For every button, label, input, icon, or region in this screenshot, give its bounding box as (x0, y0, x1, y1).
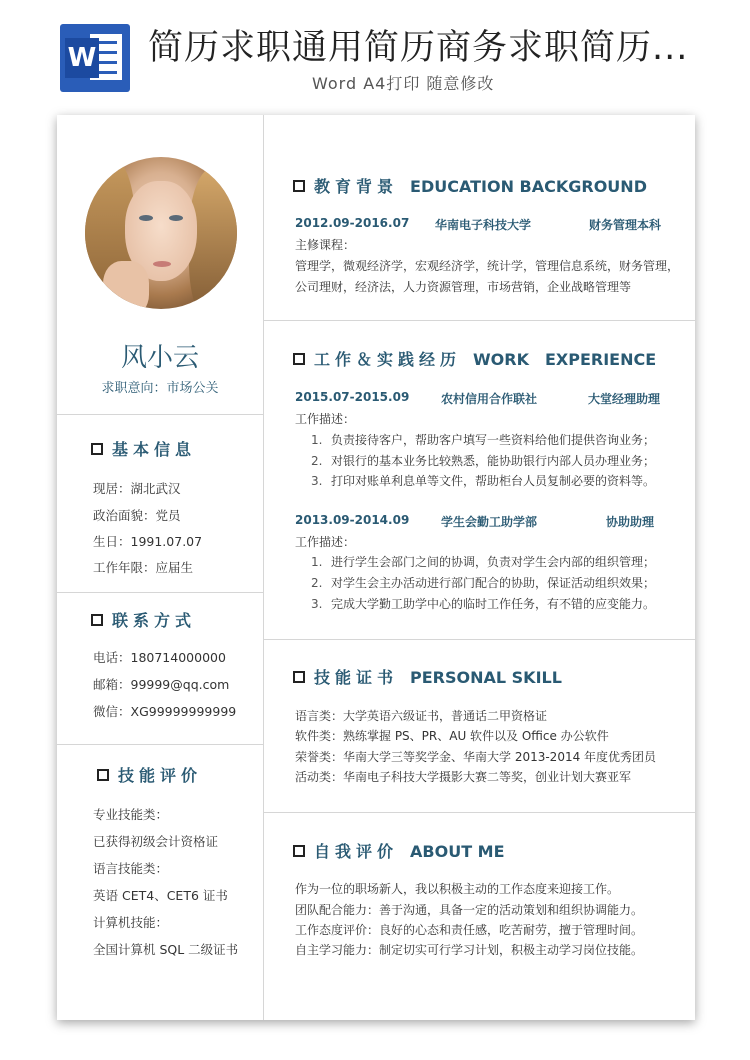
skill-eval-item: 专业技能类： (93, 807, 169, 822)
contact-wechat: 微信：XG99999999999 (93, 704, 237, 719)
skill-item: 软件类：熟练掌握 PS、PR、AU 软件以及 Office 办公软件 (295, 729, 609, 743)
contact-phone: 电话：180714000000 (93, 650, 226, 665)
education-major: 财务管理本科 (589, 218, 662, 232)
right-divider (263, 639, 695, 640)
right-divider (263, 812, 695, 813)
square-bullet-icon (293, 671, 305, 683)
basic-info-item: 现居：湖北武汉 (93, 481, 181, 496)
document-subtitle: Word A4打印 随意修改 (312, 74, 495, 93)
word-icon-letter: W (65, 38, 99, 78)
skill-eval-item: 语言技能类： (93, 861, 169, 876)
column-divider (263, 115, 264, 1020)
job-desc-label: 工作描述： (295, 535, 356, 549)
basic-info-item: 生日：1991.07.07 (93, 534, 203, 549)
job-desc-item: 2. 对学生会主办活动进行部门配合的协助，保证活动组织效果； (311, 576, 656, 590)
basic-info-item: 工作年限：应届生 (93, 560, 194, 575)
work-heading: 工作＆实践经历 WORK EXPERIENCE (293, 347, 656, 370)
skill-item: 荣誉类：华南大学三等奖学金、华南大学 2013-2014 年度优秀团员 (295, 750, 657, 764)
about-item: 工作态度评价：良好的心态和责任感，吃苦耐劳，擅于管理时间。 (295, 923, 644, 937)
education-courses-line: 管理学，微观经济学，宏观经济学，统计学，管理信息系统，财务管理， (295, 259, 680, 273)
personal-skill-heading: 技能证书 PERSONAL SKILL (293, 665, 562, 688)
square-bullet-icon (91, 614, 103, 626)
job-desc-item: 1. 负责接待客户，帮助客户填写一些资料给他们提供咨询业务； (311, 433, 656, 447)
education-courses-label: 主修课程： (295, 238, 356, 252)
left-divider (57, 744, 263, 745)
square-bullet-icon (97, 769, 109, 781)
basic-info-item: 政治面貌：党员 (93, 508, 181, 523)
education-school: 华南电子科技大学 (435, 218, 532, 232)
job-desc-label: 工作描述： (295, 412, 356, 426)
square-bullet-icon (293, 180, 305, 192)
document-title: 简历求职通用简历商务求职简历... (148, 28, 689, 68)
square-bullet-icon (293, 353, 305, 365)
profile-photo (85, 157, 237, 309)
left-divider (57, 592, 263, 593)
education-courses-line: 公司理财，经济法，人力资源管理，市场营销，企业战略管理等 (295, 280, 632, 294)
skill-eval-item: 已获得初级会计资格证 (93, 834, 219, 849)
document-header (0, 0, 750, 110)
left-divider (57, 414, 263, 415)
square-bullet-icon (91, 443, 103, 455)
job-role: 大堂经理助理 (588, 392, 661, 406)
job-org: 学生会勤工助学部 (441, 515, 538, 529)
about-heading: 自我评价 ABOUT ME (293, 839, 505, 862)
word-document-icon (60, 24, 130, 92)
skill-eval-item: 英语 CET4、CET6 证书 (93, 888, 228, 903)
job-period: 2015.07-2015.09 (295, 390, 410, 404)
square-bullet-icon (293, 845, 305, 857)
skill-eval-item: 全国计算机 SQL 二级证书 (93, 942, 239, 957)
job-intent: 求职意向：市场公关 (101, 381, 219, 396)
job-desc-item: 3. 打印对账单利息单等文件，帮助柜台人员复制必要的资料等。 (311, 474, 656, 488)
skill-item: 语言类：大学英语六级证书，普通话二甲资格证 (295, 709, 548, 723)
about-item: 团队配合能力：善于沟通，具备一定的活动策划和组织协调能力。 (295, 903, 644, 917)
job-desc-item: 2. 对银行的基本业务比较熟悉，能协助银行内部人员办理业务； (311, 454, 656, 468)
education-period: 2012.09-2016.07 (295, 216, 410, 230)
basic-info-heading: 基本信息 (91, 437, 196, 460)
contact-heading: 联系方式 (91, 608, 196, 631)
skill-eval-heading: 技能评价 (97, 763, 202, 786)
resume-page (57, 115, 695, 1020)
job-desc-item: 1. 进行学生会部门之间的协调，负责对学生会内部的组织管理； (311, 555, 656, 569)
about-item: 自主学习能力：制定切实可行学习计划，积极主动学习岗位技能。 (295, 943, 644, 957)
job-desc-item: 3. 完成大学勤工助学中心的临时工作任务，有不错的应变能力。 (311, 597, 656, 611)
about-item: 作为一位的职场新人，我以积极主动的工作态度来迎接工作。 (295, 882, 620, 896)
job-period: 2013.09-2014.09 (295, 513, 410, 527)
skill-eval-item: 计算机技能： (93, 915, 169, 930)
job-org: 农村信用合作联社 (441, 392, 538, 406)
candidate-name: 风小云 (120, 343, 199, 373)
job-role: 协助助理 (606, 515, 655, 529)
right-divider (263, 320, 695, 321)
skill-item: 活动类：华南电子科技大学摄影大赛二等奖，创业计划大赛亚军 (295, 770, 632, 784)
contact-email: 邮箱：99999@qq.com (93, 677, 230, 692)
education-heading: 教育背景 EDUCATION BACKGROUND (293, 174, 647, 197)
